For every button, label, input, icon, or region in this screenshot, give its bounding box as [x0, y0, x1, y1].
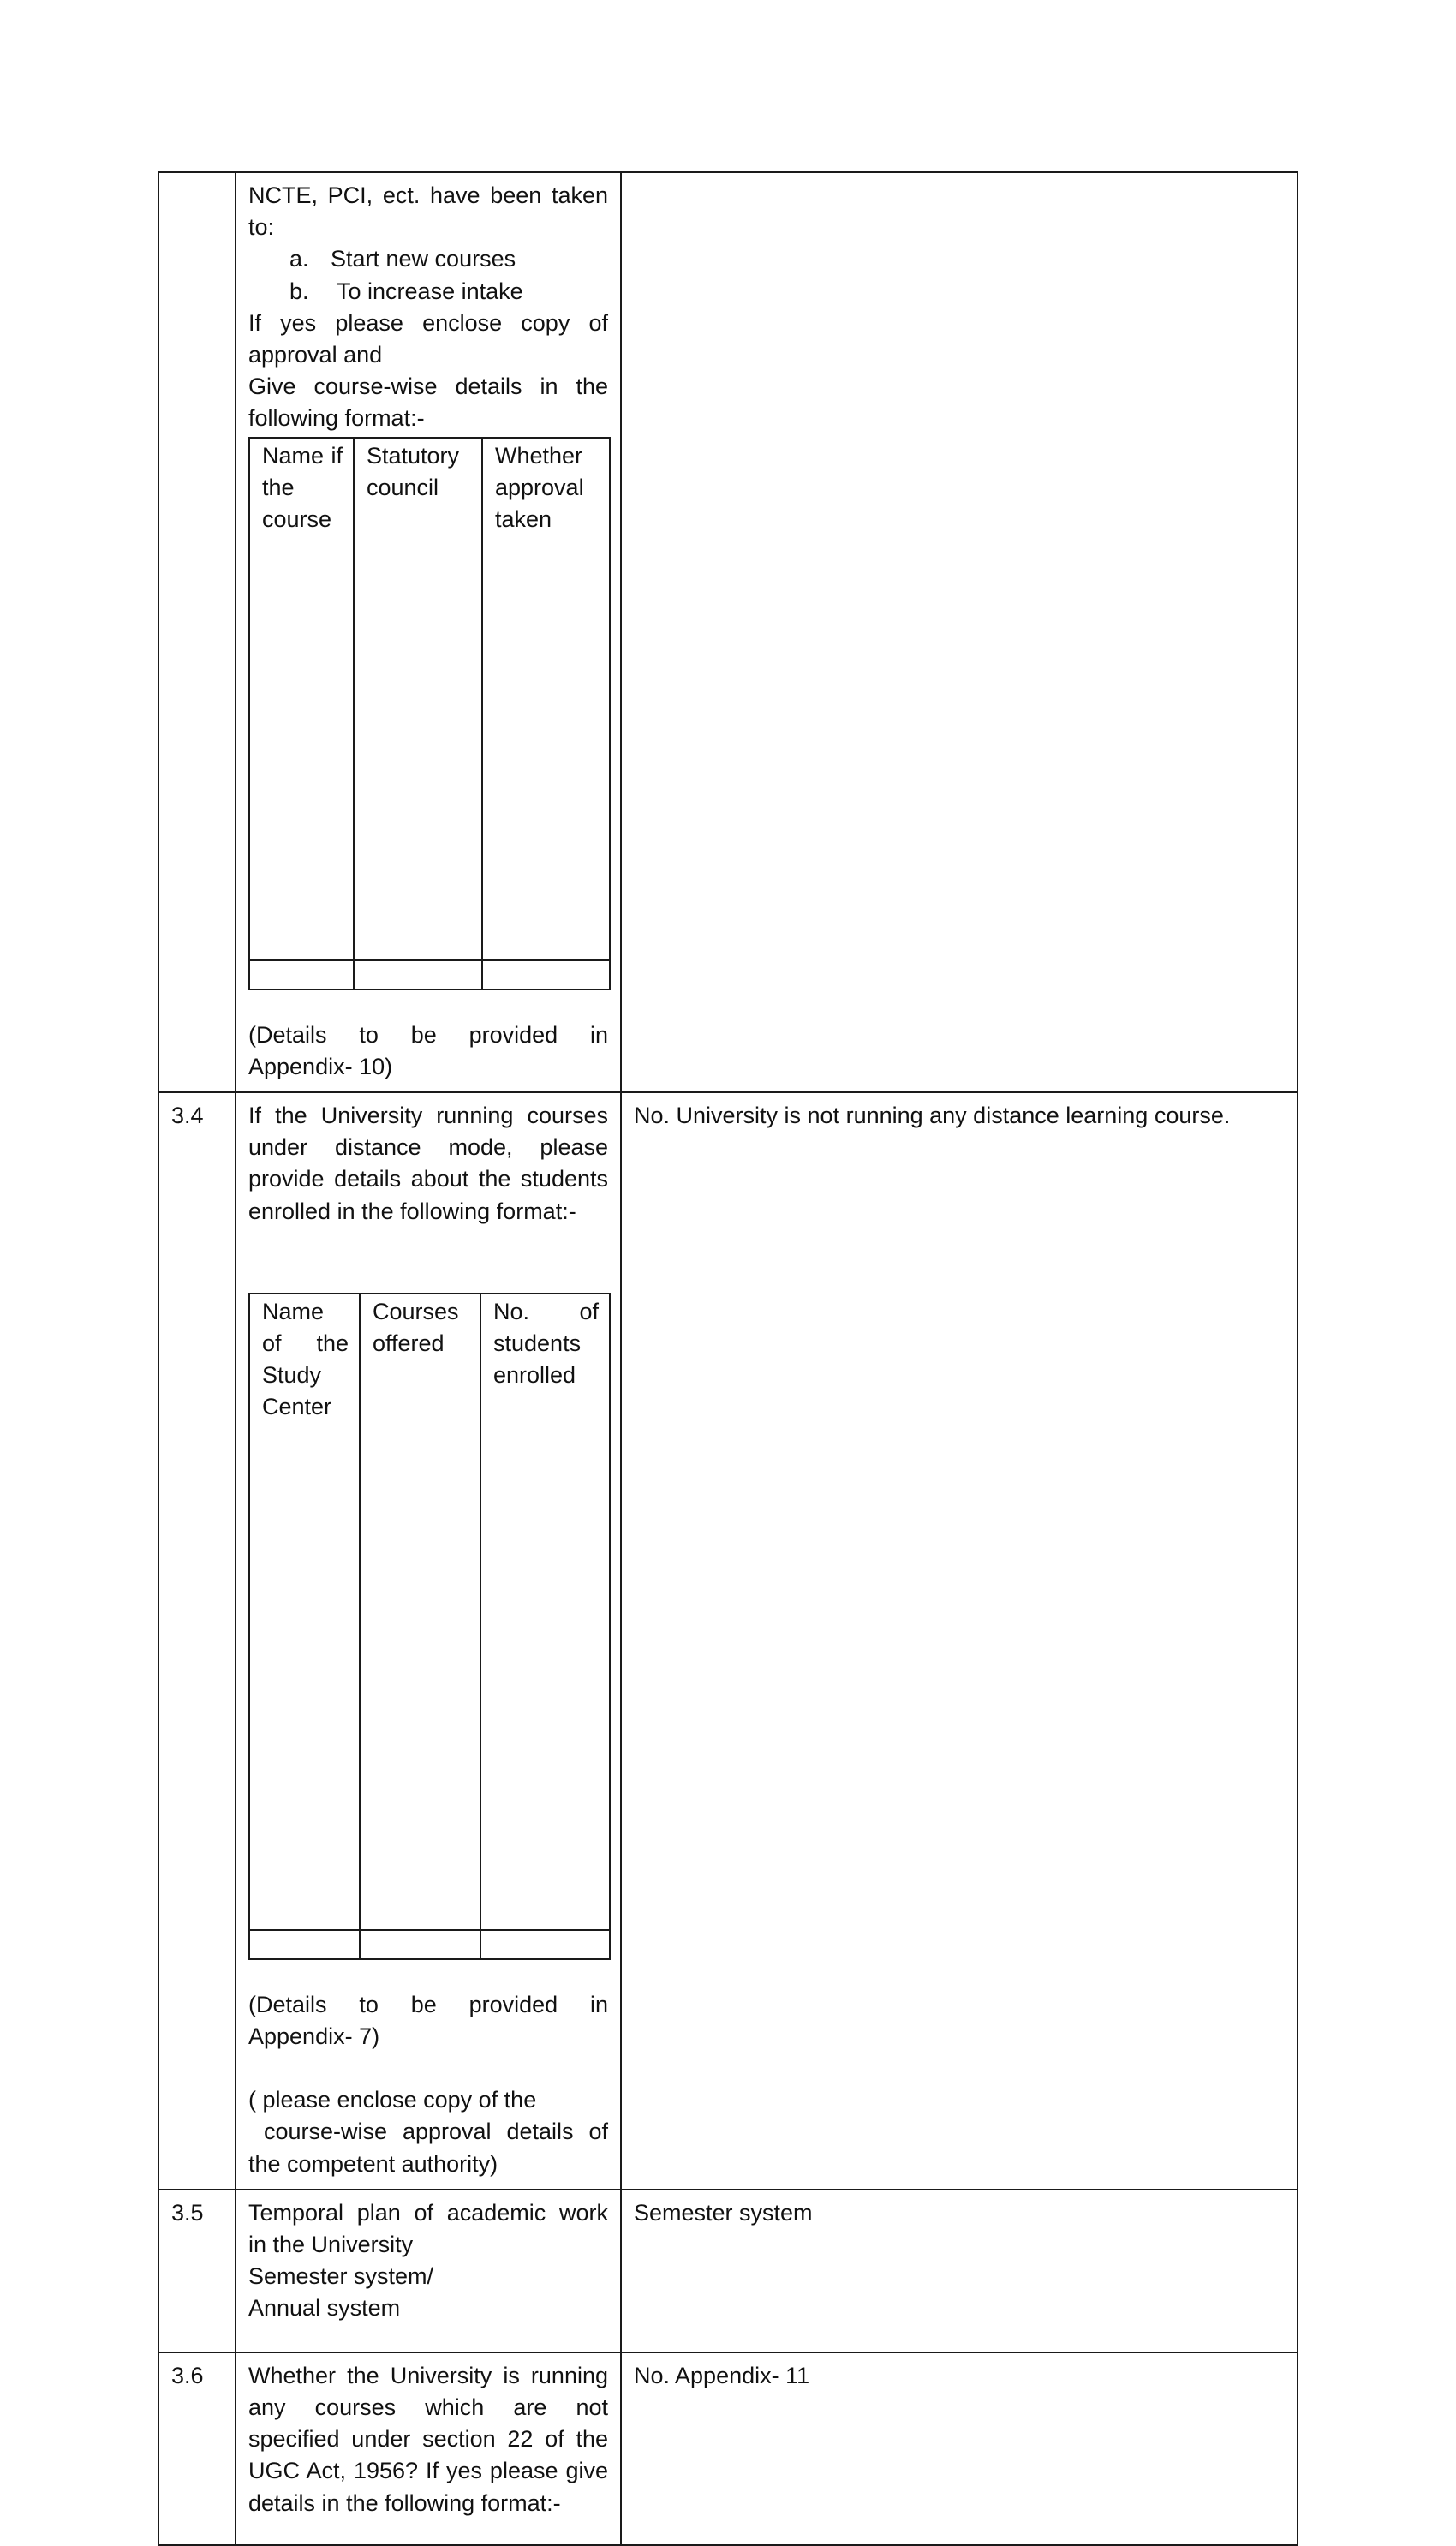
- question-text: Annual system: [248, 2295, 401, 2322]
- details-note: (Details to be provided in: [248, 1991, 608, 2017]
- enclose-note: ( please enclose copy of the: [248, 2087, 537, 2113]
- list-item-text: Start new courses: [331, 246, 516, 272]
- question-text: NCTE, PCI, ect. have been taken: [248, 182, 608, 208]
- question-cell: [236, 172, 621, 1092]
- questionnaire-table: [158, 171, 1298, 2546]
- question-cell: [236, 1092, 621, 2190]
- details-note: Appendix- 10): [248, 1053, 393, 1079]
- row-number: [158, 172, 236, 1092]
- format-table-header: Whether approval taken: [482, 438, 610, 960]
- answer-cell: No. University is not running any distance learning course.: [621, 1092, 1298, 2190]
- question-text: If the University running courses under distance mode, please provide details about the students enrolled in the following format:-: [248, 1103, 608, 1224]
- list-item: [248, 276, 608, 308]
- list-item-text: To increase intake: [331, 278, 523, 304]
- table-row: [158, 1092, 1298, 2190]
- table-row: [158, 2190, 1298, 2352]
- question-text: Temporal plan of academic work: [248, 2199, 608, 2226]
- enclose-note: course-wise approval details of: [248, 2119, 608, 2145]
- format-table: [248, 1293, 611, 1960]
- enclose-note: the competent authority): [248, 2150, 498, 2177]
- format-table-header: Name if the course: [249, 438, 354, 960]
- format-table-cell: [482, 960, 610, 989]
- details-note: Appendix- 7): [248, 2023, 380, 2050]
- format-table-header-row: [249, 1294, 610, 1930]
- question-cell: [236, 2352, 621, 2545]
- question-text: Whether the University is running any courses which are not specified under section 22 of the UGC Act, 1956? If yes please give details in the following format:-: [248, 2362, 608, 2516]
- format-table-empty-row: [249, 960, 610, 989]
- question-text: in the University: [248, 2232, 414, 2258]
- question-cell: [236, 2190, 621, 2352]
- question-text: to:: [248, 214, 275, 241]
- format-table-cell: [360, 1930, 480, 1959]
- table-row: [158, 2352, 1298, 2545]
- format-table-header: Statutory council: [354, 438, 482, 960]
- question-text: Semester system/: [248, 2263, 434, 2290]
- format-table: [248, 437, 611, 990]
- list-marker: a.: [289, 246, 309, 272]
- details-note: (Details to be provided in: [248, 1021, 608, 1048]
- row-number: 3.6: [158, 2352, 236, 2545]
- answer-cell: [621, 172, 1298, 1092]
- format-table-header-row: [249, 438, 610, 960]
- format-table-cell: [480, 1930, 610, 1959]
- row-number: 3.4: [158, 1092, 236, 2190]
- list-item: [248, 243, 608, 275]
- question-text: approval and: [248, 342, 383, 368]
- format-table-header: No. of students enrolled: [480, 1294, 610, 1930]
- row-number: 3.5: [158, 2190, 236, 2352]
- format-table-cell: [249, 960, 354, 989]
- format-table-cell: [249, 1930, 360, 1959]
- format-table-header: Courses offered: [360, 1294, 480, 1930]
- list-marker: b.: [289, 278, 309, 304]
- question-text: following format:-: [248, 405, 425, 432]
- format-table-header: Name of the Study Center: [249, 1294, 360, 1930]
- table-row: [158, 172, 1298, 1092]
- answer-cell: No. Appendix- 11: [621, 2352, 1298, 2545]
- answer-cell: Semester system: [621, 2190, 1298, 2352]
- format-table-cell: [354, 960, 482, 989]
- question-text: Give course-wise details in the: [248, 374, 608, 400]
- question-text: If yes please enclose copy of: [248, 309, 608, 336]
- format-table-empty-row: [249, 1930, 610, 1959]
